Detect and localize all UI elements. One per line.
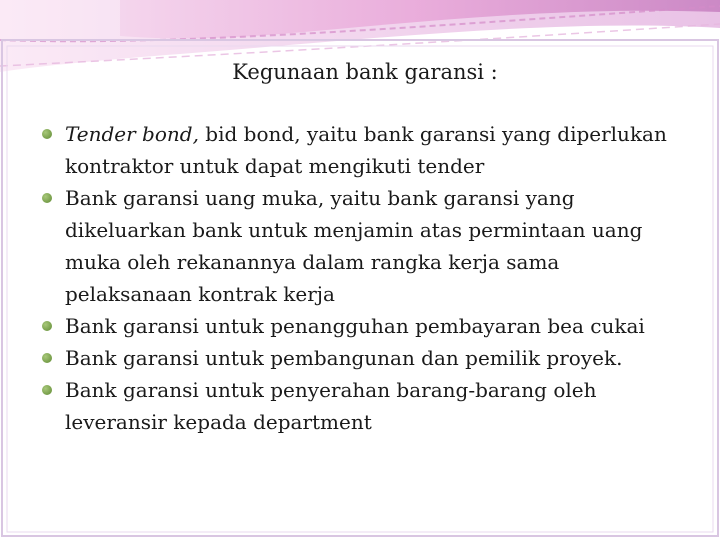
- bullet-dot-icon: [42, 129, 52, 139]
- bullet-text: bid bond, yaitu bank garansi yang diperlukan kontraktor untuk dapat mengikuti tender: [65, 122, 667, 178]
- bullet-item: [40, 118, 680, 182]
- slide-title: [0, 60, 720, 84]
- bullet-text: Bank garansi untuk pembangunan dan pemilik proyek.: [65, 346, 623, 370]
- bullet-item: [40, 310, 680, 342]
- bullet-item: [40, 374, 680, 438]
- bullet-text: Bank garansi uang muka, yaitu bank garansi yang dikeluarkan bank untuk menjamin atas permintaan uang muka oleh rekanannya dalam rangka kerja sama pelaksanaan kontrak kerja: [65, 186, 643, 306]
- bullet-dot-icon: [42, 353, 52, 363]
- bullet-list: [40, 118, 680, 438]
- bullet-text: Bank garansi untuk penangguhan pembayaran bea cukai: [65, 314, 645, 338]
- bullet-dot-icon: [42, 385, 52, 395]
- bullet-dot-icon: [42, 193, 52, 203]
- bullet-text: Bank garansi untuk penyerahan barang-barang oleh leveransir kepada department: [65, 378, 597, 434]
- bullet-dot-icon: [42, 321, 52, 331]
- bullet-item: [40, 342, 680, 374]
- bullet-item: [40, 182, 680, 310]
- bullet-emphasis: Tender bond,: [65, 122, 199, 146]
- slide-title-text: Kegunaan bank garansi :: [232, 60, 498, 84]
